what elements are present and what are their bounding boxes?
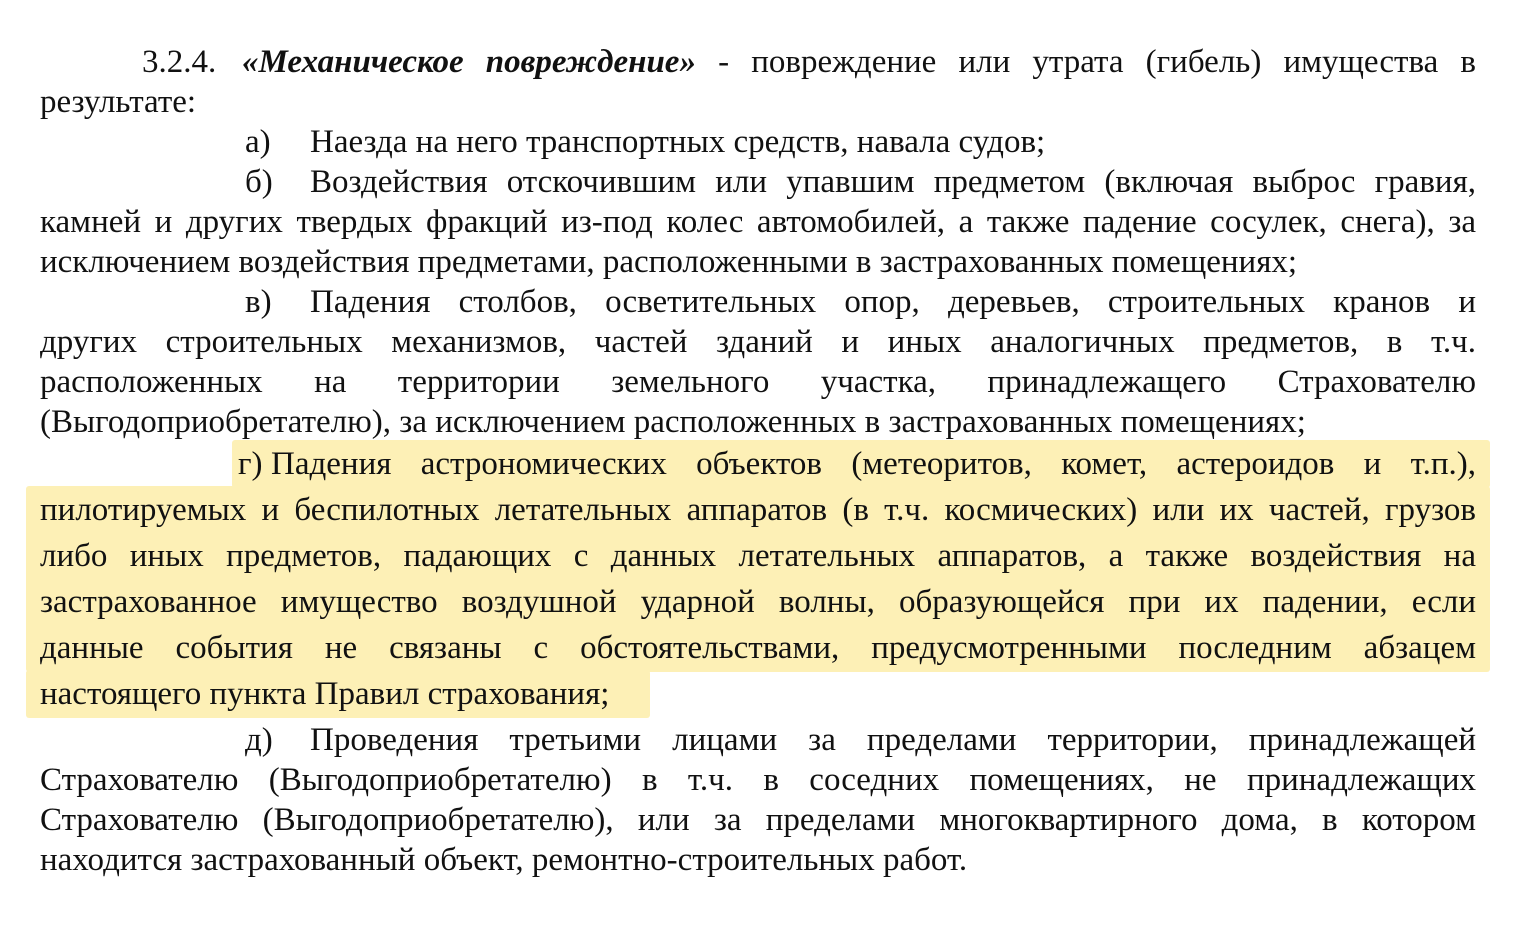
item-g-text-1: Падения астрономических объектов (метеоритов, комет, астероидов и т.п.), <box>271 446 1476 482</box>
item-b-line-2: камней и других твердых фракций из-под колес автомобилей, а также падение сосулек, снега), за <box>40 204 1476 240</box>
item-d-line-3: Страхователю (Выгодоприобретателю), или за пределами многоквартирного дома, в котором <box>40 802 1476 838</box>
item-v-marker: в) <box>245 284 272 320</box>
item-b-line-3: исключением воздействия предметами, расположенными в застрахованных помещениях; <box>40 244 1298 280</box>
item-a-line-1 <box>40 122 1476 162</box>
item-d-line-2: Страхователю (Выгодоприобретателю) в т.ч. в соседних помещениях, не принадлежащих <box>40 762 1476 798</box>
item-a-marker: а) <box>245 124 271 160</box>
item-v-line-4: (Выгодоприобретателю), за исключением расположенных в застрахованных помещениях; <box>40 404 1306 440</box>
clause-number: 3.2.4. <box>142 44 217 80</box>
item-g-marker: г) <box>238 446 263 482</box>
item-g-line-6: настоящего пункта Правил страхования; <box>40 676 610 712</box>
clause-definition-line-1: - повреждение или утрата (гибель) имущества в <box>695 44 1476 80</box>
item-b-text-1: Воздействия отскочившим или упавшим предметом (включая выброс гравия, <box>310 164 1476 200</box>
item-d-line-4: находится застрахованный объект, ремонтно-строительных работ. <box>40 842 968 878</box>
item-g-line-3: либо иных предметов, падающих с данных летательных аппаратов, а также воздействия на <box>40 538 1476 574</box>
item-b-marker: б) <box>245 164 273 200</box>
item-g-line-5: данные события не связаны с обстоятельствами, предусмотренными последним абзацем <box>40 630 1476 666</box>
clause-term: «Механическое повреждение» <box>242 44 696 80</box>
clause-definition-line-2: результате: <box>40 84 197 120</box>
item-v-text-1: Падения столбов, осветительных опор, деревьев, строительных кранов и <box>310 284 1476 320</box>
item-g-line-4: застрахованное имущество воздушной ударной волны, образующейся при их падении, если <box>40 584 1476 620</box>
item-g-line-2: пилотируемых и беспилотных летательных аппаратов (в т.ч. космических) или их частей, грузов <box>40 492 1476 528</box>
clause-heading-line <box>40 42 1476 82</box>
item-a-text: Наезда на него транспортных средств, навала судов; <box>310 124 1046 160</box>
item-v-line-3: расположенных на территории земельного участка, принадлежащего Страхователю <box>40 364 1476 400</box>
item-v-line-1 <box>40 282 1476 322</box>
item-g-line-1 <box>40 444 1476 484</box>
item-b-line-1 <box>40 162 1476 202</box>
item-d-text-1: Проведения третьими лицами за пределами территории, принадлежащей <box>310 722 1476 758</box>
item-v-line-2: других строительных механизмов, частей зданий и иных аналогичных предметов, в т.ч. <box>40 324 1476 360</box>
item-d-marker: д) <box>245 722 273 758</box>
item-d-line-1 <box>40 720 1476 760</box>
